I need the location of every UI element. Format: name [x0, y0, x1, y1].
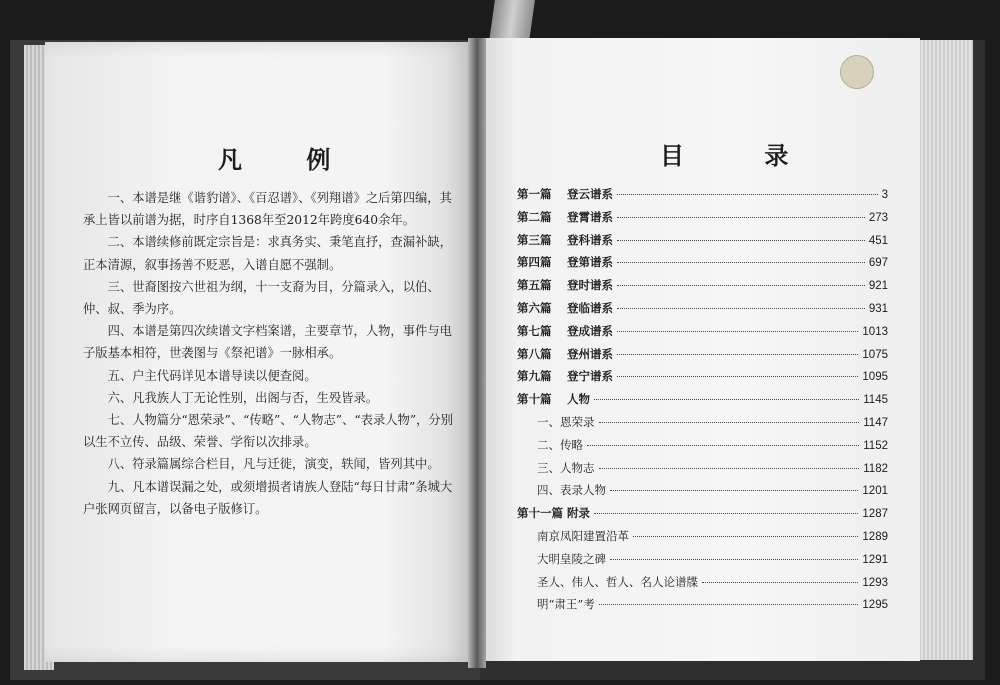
toc-page-number: 697: [868, 257, 888, 270]
toc-subentry: [517, 551, 888, 574]
toc-page-number: 1152: [863, 439, 888, 452]
toc-entry-title: 登云谱系: [567, 187, 613, 201]
toc-entry: [517, 391, 888, 414]
toc-subentry: [517, 414, 888, 437]
toc-page-number: 1291: [862, 553, 888, 566]
toc-entry: [517, 368, 888, 391]
toc-page-number: 1145: [863, 394, 888, 407]
toc-entry-title: 登第谱系: [567, 255, 613, 270]
rule-item: 九、凡本谱误漏之处，或须增损者请族人登陆“每日甘肃”条城大户张网页留言，以备电子版修订。: [83, 479, 453, 516]
toc-entry-title: 登科谱系: [567, 232, 613, 247]
toc-page-number: 3: [881, 189, 888, 201]
toc-entry: [517, 254, 888, 277]
toc-page-number: 451: [868, 234, 888, 247]
toc-chapter-number: 第十一篇: [517, 506, 563, 521]
toc-leader-dots: [594, 513, 858, 514]
toc-entry: [517, 505, 888, 528]
rule-item: 四、本谱是第四次续谱文字档案谱，主要章节，人物，事件与电子版基本相符，世袭图与《祭祀谱》一脉相承。: [83, 324, 452, 361]
toc-chapter-number: 第九篇: [517, 369, 552, 384]
toc-entry-title: 二、传略: [537, 437, 583, 452]
toc-entry-title: 附录: [567, 506, 590, 521]
toc-page-number: 1201: [862, 485, 888, 498]
rule-item: 五、户主代码详见本谱导读以便查阅。: [107, 368, 317, 383]
toc-chapter-number: 第七篇: [517, 323, 552, 338]
toc-entry: [517, 323, 888, 346]
toc-page-number: 1182: [863, 462, 888, 475]
toc-entry-title: 圣人、伟人、哲人、名人论谱牒: [537, 574, 698, 589]
bleed-through-seal: [840, 55, 874, 89]
toc-leader-dots: [617, 194, 878, 195]
toc-page-number: 931: [868, 302, 888, 315]
toc-leader-dots: [587, 445, 859, 446]
toc-page-number: 1289: [862, 530, 888, 543]
toc-page-number: 1013: [862, 325, 888, 338]
toc-entry-title: 人物: [567, 392, 590, 407]
toc-chapter-number: 第二篇: [517, 209, 552, 224]
toc-leader-dots: [617, 354, 858, 355]
toc-leader-dots: [617, 308, 865, 309]
toc-entry-title: 登成谱系: [567, 323, 613, 338]
page-stack-right: [915, 40, 973, 660]
rule-item: 三、世裔图按六世祖为纲，十一支裔为目，分篇录入，以伯、仲、叔、季为序。: [83, 279, 440, 317]
toc-chapter-number: 第一篇: [517, 187, 552, 201]
rule-item: 八、符录篇属综合栏目，凡与迁徙，演变，轶闻，皆列其中。: [107, 457, 440, 472]
toc-entry: [517, 300, 888, 323]
rule-item: 六、凡我族人丁无论性别，出阁与否，生殁皆录。: [107, 390, 379, 405]
toc-page-number: 1075: [862, 348, 888, 361]
page-title-fanli: 凡 例: [218, 145, 359, 174]
toc-entry: [517, 209, 888, 232]
table-of-contents: [517, 186, 888, 619]
toc-leader-dots: [610, 559, 858, 560]
toc-chapter-number: 第三篇: [517, 232, 552, 247]
toc-chapter-number: 第五篇: [517, 278, 552, 293]
toc-leader-dots: [599, 422, 860, 423]
toc-page-number: 273: [868, 211, 888, 224]
toc-page-number: 921: [868, 280, 888, 293]
toc-entry-title: 三、人物志: [537, 460, 595, 475]
toc-leader-dots: [617, 262, 865, 263]
toc-entry-title: 一、恩荣录: [537, 414, 595, 429]
page-title-toc: 目 录: [660, 141, 825, 170]
toc-entry-title: 登霄谱系: [567, 209, 613, 224]
toc-leader-dots: [702, 582, 858, 583]
toc-page-number: 1095: [862, 371, 888, 384]
toc-entry-title: 登宁谱系: [567, 369, 613, 384]
toc-page-number: 1287: [862, 508, 888, 521]
toc-entry-title: 登州谱系: [567, 346, 613, 361]
toc-leader-dots: [617, 285, 865, 286]
toc-chapter-number: 第八篇: [517, 346, 552, 361]
toc-subentry: [517, 574, 888, 597]
toc-entry-title: 四、表录人物: [537, 483, 606, 498]
toc-entry: [517, 277, 888, 300]
toc-subentry: [517, 482, 888, 505]
toc-leader-dots: [617, 331, 858, 332]
toc-subentry: [517, 437, 888, 460]
toc-leader-dots: [594, 399, 859, 400]
toc-chapter-number: 第六篇: [517, 300, 552, 315]
toc-subentry: [517, 460, 888, 483]
toc-entry: [517, 186, 888, 209]
rules-list: [83, 187, 453, 520]
toc-entry-title: 登时谱系: [567, 278, 613, 293]
toc-chapter-number: 第四篇: [517, 255, 552, 270]
toc-entry-title: 大明皇陵之碑: [537, 551, 606, 566]
toc-entry: [517, 232, 888, 255]
toc-leader-dots: [617, 240, 865, 241]
toc-leader-dots: [610, 490, 858, 491]
rule-item: 七、人物篇分“恩荣录”、“传略”、“人物志”、“表录人物”，分别以生不立传、品级、荣誉、学衔以次排录。: [83, 413, 454, 450]
toc-subentry: [517, 528, 888, 551]
toc-entry-title: 明“肃王”考: [537, 597, 595, 612]
rule-item: 二、本谱续修前既定宗旨是：求真务实、秉笔直抒，查漏补缺，正本清源，叙事扬善不贬恶，入谱自愿不强制。: [83, 235, 452, 272]
toc-page-number: 1295: [862, 599, 888, 612]
rule-item: 一、本谱是继《谐豹谱》、《百忍谱》、《列翔谱》之后第四编，其承上皆以前谱为据，时序自1368年至2012年跨度640余年。: [83, 191, 452, 228]
toc-page-number: 1147: [863, 416, 888, 429]
toc-leader-dots: [617, 217, 865, 218]
toc-leader-dots: [599, 604, 859, 605]
toc-chapter-number: 第十篇: [517, 392, 552, 407]
toc-leader-dots: [617, 376, 858, 377]
toc-entry: [517, 346, 888, 369]
toc-entry-title: 南京凤阳建置沿革: [537, 528, 629, 543]
toc-page-number: 1293: [862, 576, 888, 589]
toc-leader-dots: [633, 536, 858, 537]
toc-subentry: [517, 596, 888, 619]
book-gutter: [468, 38, 486, 668]
toc-entry-title: 登临谱系: [567, 300, 613, 315]
toc-leader-dots: [599, 468, 860, 469]
